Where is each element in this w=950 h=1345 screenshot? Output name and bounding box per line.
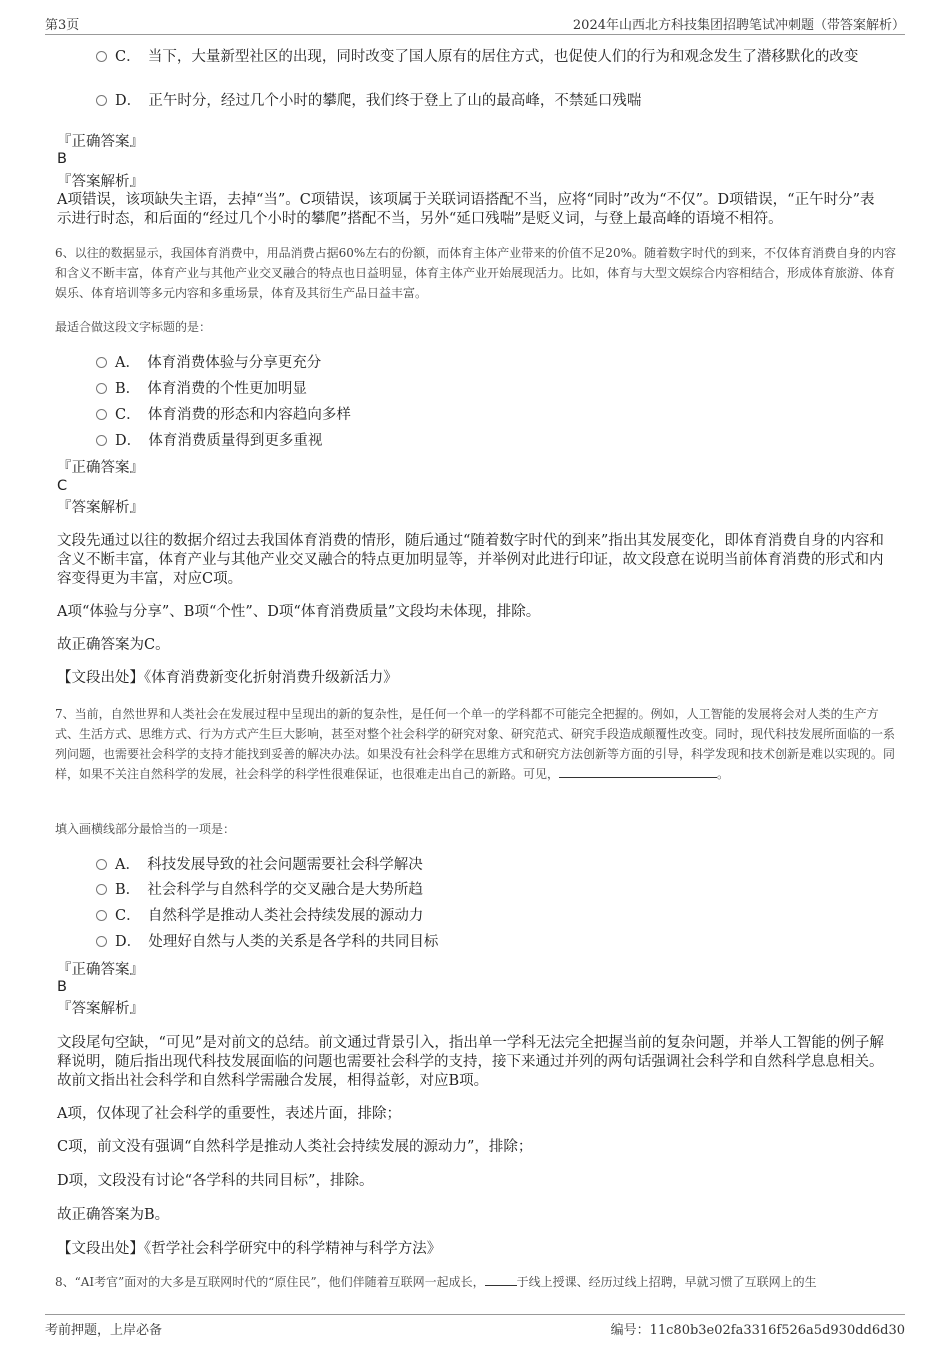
radio-icon[interactable] xyxy=(96,936,107,947)
radio-icon[interactable] xyxy=(96,383,107,394)
q5-option-d[interactable]: D． 正午时分，经过几个小时的攀爬，我们终于登上了山的最高峰，不禁延口残喘 xyxy=(96,90,896,112)
q6-source: 【文段出处】《体育消费新变化折射消费升级新活力》 xyxy=(57,670,398,686)
document-code: 编号：11c80b3e02fa3316f526a5d930dd6d30 xyxy=(610,1323,905,1338)
radio-icon[interactable] xyxy=(96,357,107,368)
q7-analysis-p3: C项，前文没有强调“自然科学是推动人类社会持续发展的源动力”，排除； xyxy=(57,1139,533,1155)
q5-option-c[interactable]: C． 当下，大量新型社区的出现，同时改变了国人原有的居住方式，也促使人们的行为和观念发生了潜移默化的改变 xyxy=(96,46,896,68)
radio-icon[interactable] xyxy=(96,884,107,895)
q6-option-a[interactable]: A． 体育消费体验与分享更充分 xyxy=(96,352,896,374)
radio-icon[interactable] xyxy=(96,859,107,870)
q7-analysis-p5: 故正确答案为B。 xyxy=(57,1207,170,1223)
q7-option-d[interactable]: D． 处理好自然与人类的关系是各学科的共同目标 xyxy=(96,931,896,953)
page-footer xyxy=(45,1314,905,1337)
q6-text: 6、以往的数据显示，我国体育消费中，用品消费占据60%左右的份额，而体育主体产业带来的价值不足20%。随着数字时代的到来，不仅体育消费自身的内容和含义不断丰富，体育产业与其他产业交叉融合的特点也日益明显，体育主体产业开始展现活力。比如，体育与大型文娱综合内容相结合，形成体育旅游、体育娱乐、体育培训等多元内容和多重场景，体育及其衍生产品日益丰富。 xyxy=(55,246,896,300)
q6-option-b[interactable]: B． 体育消费的个性更加明显 xyxy=(96,378,896,400)
q7-analysis-p1: 文段尾句空缺，“可见”是对前文的总结。前文通过背景引入，指出单一学科无法完全把握当前的复杂问题，并举人工智能的例子解释说明，随后指出现代科技发展面临的问题也需要社会科学的支持，接下来通过并列的两句话强调社会科学和自然科学息息相关。故前文指出社会科学和自然科学需融合发展，相得益彰，对应B项。 xyxy=(57,1035,884,1089)
q5-answer-label: 『正确答案』 xyxy=(57,134,144,150)
q7-option-c[interactable]: C． 自然科学是推动人类社会持续发展的源动力 xyxy=(96,905,896,927)
q7-analysis-p2: A项，仅体现了社会科学的重要性，表述片面，排除； xyxy=(57,1106,401,1122)
q7-answer-label: 『正确答案』 xyxy=(57,962,144,978)
radio-icon[interactable] xyxy=(96,435,107,446)
q5-answer: B xyxy=(57,151,67,167)
q7-analysis-p4: D项，文段没有讨论“各学科的共同目标”，排除。 xyxy=(57,1173,374,1189)
q7-source: 【文段出处】《哲学社会科学研究中的科学精神与科学方法》 xyxy=(57,1241,442,1257)
q6-answer: C xyxy=(57,478,68,494)
page-header xyxy=(45,14,905,35)
q7-option-b[interactable]: B． 社会科学与自然科学的交叉融合是大势所趋 xyxy=(96,879,896,901)
q7-analysis-label: 『答案解析』 xyxy=(57,1001,144,1017)
q6-option-c[interactable]: C． 体育消费的形态和内容趋向多样 xyxy=(96,404,896,426)
radio-icon[interactable] xyxy=(96,910,107,921)
q7-answer: B xyxy=(57,979,67,995)
q6-answer-label: 『正确答案』 xyxy=(57,460,144,476)
page-number: 第3页 xyxy=(45,18,80,33)
fill-blank[interactable] xyxy=(559,765,717,778)
q7-text: 7、当前，自然世界和人类社会在发展过程中呈现出的新的复杂性，是任何一个单一的学科都不可能完全把握的。例如，人工智能的发展将会对人类的生产方式、生活方式、思维方式、行为方式产生巨大影响，甚至对整个社会科学的研究对象、研究范式、研究手段造成颠覆性改变。同时，现代科技发展所面临的一系列问题，也需要社会科学的支持才能找到妥善的解决办法。如果没有社会科学在思维方式和研究方法创新等方面的引导，科学发现和技术创新是难以实现的。同样，如果不关注自然科学的发展，社会科学的科学性很难保证，也很难走出自己的新路。可见， 。 xyxy=(55,707,896,781)
q6-analysis-p1: 文段先通过以往的数据介绍过去我国体育消费的情形，随后通过“随着数字时代的到来”指出其发展变化，即体育消费自身的内容和含义不断丰富，体育产业与其他产业交叉融合的特点更加明显等，并举例对此进行印证，故文段意在说明当前体育消费的形式和内容变得更为丰富，对应C项。 xyxy=(57,533,884,587)
q6-analysis-p3: 故正确答案为C。 xyxy=(57,637,170,653)
q5-analysis: A项错误，该项缺失主语，去掉“当”。C项错误，该项属于关联词语搭配不当，应将“同时”改为“不仅”。D项错误，“正午时分”表示进行时态，和后面的“经过几个小时的攀爬”搭配不当，另外“延口残喘”是贬义词，与登上最高峰的语境不相符。 xyxy=(57,192,875,227)
radio-icon[interactable] xyxy=(96,51,107,62)
radio-icon[interactable] xyxy=(96,95,107,106)
q8-text: 8、“AI考官”面对的大多是互联网时代的“原住民”，他们伴随着互联网一起成长， 于线上授课、经历过线上招聘，早就习惯了互联网上的生 xyxy=(55,1275,817,1289)
footer-slogan: 考前押题，上岸必备 xyxy=(45,1323,163,1338)
q6-stem: 最适合做这段文字标题的是： xyxy=(55,320,212,334)
q6-option-d[interactable]: D． 体育消费质量得到更多重视 xyxy=(96,430,896,452)
q7-stem: 填入画横线部分最恰当的一项是： xyxy=(55,822,236,836)
document-title: 2024年山西北方科技集团招聘笔试冲刺题（带答案解析） xyxy=(572,18,905,33)
radio-icon[interactable] xyxy=(96,409,107,420)
fill-blank[interactable] xyxy=(485,1273,517,1286)
q7-option-a[interactable]: A． 科技发展导致的社会问题需要社会科学解决 xyxy=(96,854,896,876)
q5-analysis-label: 『答案解析』 xyxy=(57,174,144,190)
q6-analysis-p2: A项“体验与分享”、B项“个性”、D项“体育消费质量”文段均未体现，排除。 xyxy=(57,604,541,620)
q6-analysis-label: 『答案解析』 xyxy=(57,500,144,516)
